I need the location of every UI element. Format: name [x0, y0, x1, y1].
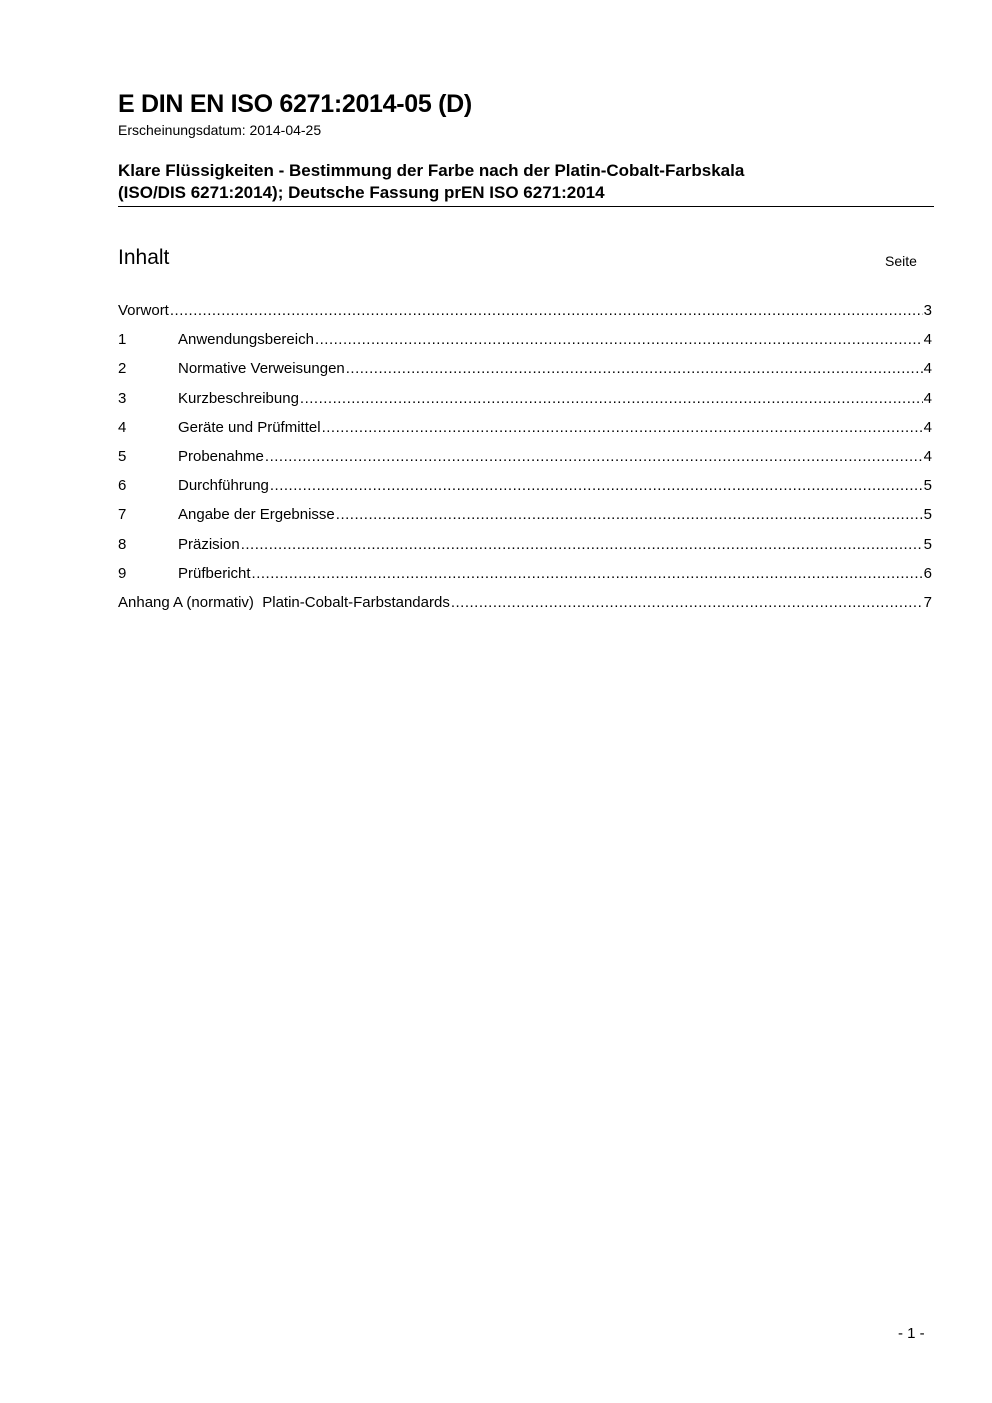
toc-entry-page: 5 [923, 506, 932, 524]
toc-heading: Inhalt [118, 246, 170, 269]
toc-entry-3[interactable] [118, 389, 932, 418]
toc-entry-title: Prüfbericht [178, 564, 251, 582]
title-line-2: (ISO/DIS 6271:2014); Deutsche Fassung prEN ISO 6271:2014 [118, 183, 605, 202]
toc-entry-number: 4 [118, 418, 127, 436]
toc-entry-title: Angabe der Ergebnisse [178, 506, 335, 524]
toc-entry-page: 4 [923, 331, 932, 349]
table-of-contents [118, 301, 932, 622]
toc-entry-number: 5 [118, 447, 127, 465]
toc-entry-number: 7 [118, 506, 127, 524]
toc-entry-title: Präzision [178, 535, 240, 553]
toc-leader-dots [270, 476, 923, 496]
toc-leader-dots [451, 593, 923, 613]
toc-entry-page: 4 [923, 418, 932, 436]
toc-leader-dots [252, 564, 923, 584]
toc-entry-page: 5 [923, 535, 932, 553]
toc-entry-1[interactable] [118, 330, 932, 359]
toc-entry-title: Durchführung [178, 477, 269, 495]
toc-leader-dots [315, 330, 923, 350]
toc-entry-5[interactable] [118, 447, 932, 476]
toc-entry-number: 3 [118, 389, 127, 407]
toc-entry-9[interactable] [118, 564, 932, 593]
toc-entry-number: 8 [118, 535, 127, 553]
toc-entry-page: 5 [923, 477, 932, 495]
toc-entry-title: Anhang A (normativ) Platin-Cobalt-Farbstandards [118, 593, 450, 611]
toc-entry-number: 6 [118, 477, 127, 495]
toc-entry-2[interactable] [118, 359, 932, 388]
toc-leader-dots [241, 535, 923, 555]
toc-entry-page: 6 [923, 564, 932, 582]
toc-entry-title: Vorwort [118, 302, 169, 319]
publication-date: Erscheinungsdatum: 2014-04-25 [118, 122, 322, 138]
toc-entry-7[interactable] [118, 505, 932, 534]
toc-leader-dots [170, 301, 923, 321]
toc-leader-dots [322, 418, 923, 438]
toc-entry-number: 1 [118, 331, 127, 349]
toc-leader-dots [336, 505, 923, 525]
toc-leader-dots [265, 447, 923, 467]
toc-entry-8[interactable] [118, 535, 932, 564]
document-id: E DIN EN ISO 6271:2014-05 (D) [118, 90, 472, 118]
toc-leader-dots [300, 389, 923, 409]
toc-entry-page: 4 [923, 389, 932, 407]
toc-entry-annex-a[interactable] [118, 593, 932, 622]
toc-entry-title: Probenahme [178, 447, 264, 465]
toc-entry-page: 7 [923, 593, 932, 611]
toc-leader-dots [346, 359, 923, 379]
toc-entry-number: 9 [118, 564, 127, 582]
toc-entry-title: Geräte und Prüfmittel [178, 418, 321, 436]
toc-entry-title: Kurzbeschreibung [178, 389, 299, 407]
toc-entry-title: Anwendungsbereich [178, 331, 314, 349]
toc-entry-title: Normative Verweisungen [178, 360, 345, 378]
toc-entry-4[interactable] [118, 418, 932, 447]
page-number: - 1 - [898, 1325, 925, 1342]
toc-entry-page: 3 [923, 302, 932, 319]
toc-page-column-label: Seite [885, 253, 917, 269]
toc-entry-6[interactable] [118, 476, 932, 505]
toc-entry-number: 2 [118, 360, 127, 378]
document-title [118, 160, 934, 207]
toc-entry-page: 4 [923, 447, 932, 465]
title-line-1: Klare Flüssigkeiten - Bestimmung der Farbe nach der Platin-Cobalt-Farbskala [118, 161, 745, 180]
toc-entry-vorwort[interactable] [118, 301, 932, 330]
toc-entry-page: 4 [923, 360, 932, 378]
